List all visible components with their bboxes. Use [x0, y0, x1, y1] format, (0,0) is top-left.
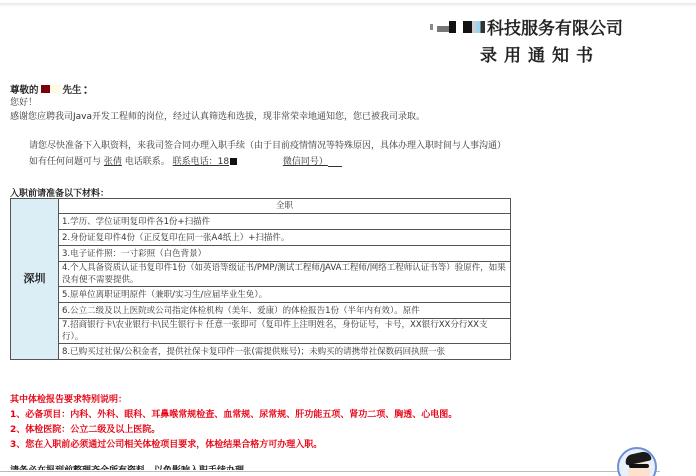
table-row: [11, 319, 511, 344]
material-item: 2.身份证复印件4份（正反复印在同一张A4纸上）+扫描件。: [59, 230, 511, 246]
company-name: [430, 14, 623, 39]
table-header-row: [11, 199, 511, 214]
contact-prefix: 如有任何问题可与: [29, 157, 102, 167]
material-item: 4.个人具备资质认证书复印件1份（如英语等级证书/PMP/测试工程师/JAVA工程师/网络工程师认证书等）验原件，如果没有便不需要提供。: [59, 262, 511, 287]
thanks-paragraph: 感谢您应聘我司Java开发工程师的岗位，经过认真筛选和选拔，现非常荣幸地通知您，您已被我司录取。: [10, 112, 426, 122]
redacted-phone: [230, 158, 237, 165]
medical-notes-title: 其中体检报告要求特别说明：: [10, 395, 128, 405]
contact-name: 张倩: [103, 157, 122, 167]
material-item: 7.招商银行卡\农业银行卡\民生银行卡 任意一张即可（复印件上注明姓名，身份证号，卡号，XX银行XX分行XX支行）。: [59, 319, 511, 344]
greeting-colon: ：: [82, 83, 96, 98]
document-title: 录用通知书: [480, 46, 600, 66]
material-item: 6.公立二级及以上医院或公司指定体检机构（美年、爱康）的体检报告1份（半年内有效）。原件: [59, 303, 511, 319]
redaction-mark: [449, 21, 456, 33]
company-name-text: 科技服务有限公司: [487, 19, 623, 39]
contact-wechat: 微信同号）: [282, 157, 328, 167]
medical-note: 1、必备项目：内科、外科、眼科、耳鼻喉常规检查、血常规、尿常规、肝功能五项、肾功二项、胸透、心电图。: [10, 410, 458, 420]
material-item: 5.原单位离职证明原件（兼职/实习生/应届毕业生免）。: [59, 287, 511, 303]
table-row: [11, 303, 511, 319]
redaction-mark: [430, 24, 433, 30]
material-item: 3.电子证件照：一寸彩照（白色背景）: [59, 246, 511, 262]
contact-mid: 电话联系。: [124, 157, 170, 167]
material-item: 1.学历、学位证明复印件各1份+扫描件: [59, 214, 511, 230]
prepare-paragraph: 请您尽快准备下入职资料，来我司签合同办理入职手续（由于目前疫情情况等特殊原因，具体办理入职时间与人事沟通）: [29, 141, 507, 151]
top-divider: [0, 3, 696, 7]
table-row: [11, 246, 511, 262]
table-row: [11, 214, 511, 230]
table-row: [11, 344, 511, 360]
avatar-sunglasses-icon: [629, 464, 649, 468]
material-item: 8.已购买过社保/公积金者，提供社保卡复印件一张(需提供账号)；未购买的请携带社保数码回执照一张: [59, 344, 511, 360]
redacted-name: [41, 85, 61, 93]
medical-note: 3、您在入职前必须通过公司相关体检项目要求，体检结果合格方可办理入职。: [10, 440, 323, 450]
assistant-avatar[interactable]: [617, 447, 657, 476]
medical-note: 2、体检医院：公立二级及以上医院。: [10, 425, 161, 435]
column-header: 全职: [59, 199, 511, 214]
bottom-divider: [0, 471, 660, 472]
greeting-prefix: 尊敬的: [10, 84, 39, 96]
hello-text: 您好！: [10, 98, 38, 108]
table-row: [11, 287, 511, 303]
greeting-suffix: 先生: [62, 84, 82, 96]
materials-table: [10, 198, 511, 360]
redaction-mark: [437, 26, 449, 32]
contact-line: [29, 154, 342, 167]
redaction-mark: [463, 21, 485, 33]
table-row: [11, 230, 511, 246]
city-cell: 深圳: [11, 199, 59, 360]
materials-title: 入职前请准备以下材料：: [10, 189, 110, 199]
table-row: [11, 262, 511, 287]
contact-phone-label: 联系电话：18: [172, 157, 230, 167]
